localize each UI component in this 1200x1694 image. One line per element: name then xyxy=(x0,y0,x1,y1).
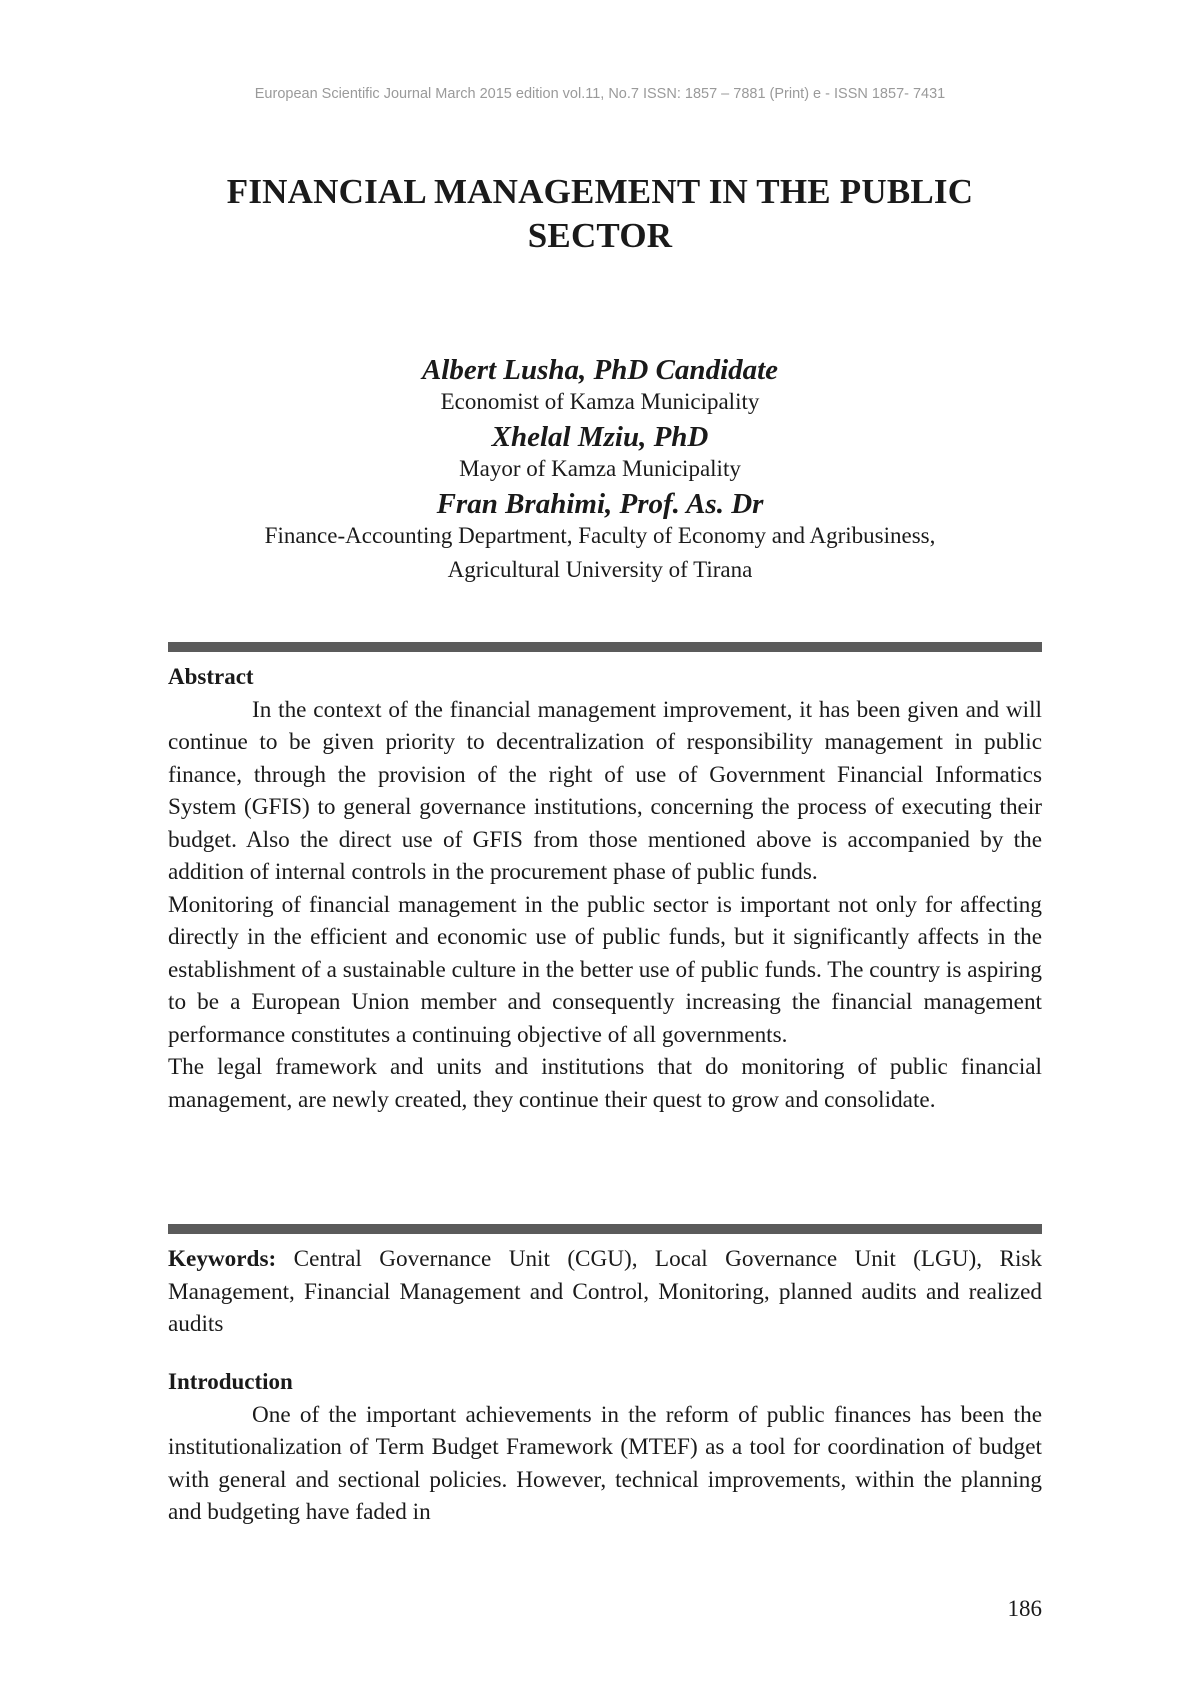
abstract-section xyxy=(168,661,1042,1116)
abstract-paragraph: In the context of the financial management improvement, it has been given and will continue to be given priority to decentralization of responsibility management in public finance, through the provision of the right of use of Government Financial Informatics System (GFIS) to general governance institutions, concerning the process of executing their budget. Also the direct use of GFIS from those mentioned above is accompanied by the addition of internal controls in the procurement phase of public funds. xyxy=(168,696,1042,885)
keywords-label: Keywords: xyxy=(168,1246,277,1272)
abstract-paragraph: The legal framework and units and institutions that do monitoring of public financial management, are newly created, they continue their quest to grow and consolidate. xyxy=(168,1054,1042,1113)
keywords-text: Central Governance Unit (CGU), Local Governance Unit (LGU), Risk Management, Financial Management and Control, Monitoring, planned audits and realized audits xyxy=(168,1246,1043,1337)
abstract-paragraph: Monitoring of financial management in the public sector is important not only for affecting directly in the efficient and economic use of public funds, but it significantly affects in the establishment of a sustainable culture in the better use of public funds. The country is aspiring to be a European Union member and consequently increasing the financial management performance constitutes a continuing objective of all governments. xyxy=(168,891,1042,1048)
author-name: Albert Lusha, PhD Candidate xyxy=(421,354,779,386)
author-affiliation: Mayor of Kamza Municipality xyxy=(459,456,741,481)
author-affiliation: Agricultural University of Tirana xyxy=(447,557,753,582)
author-block xyxy=(150,352,1050,587)
abstract-heading: Abstract xyxy=(168,664,254,689)
introduction-heading: Introduction xyxy=(168,1369,293,1394)
author-name: Fran Brahimi, Prof. As. Dr xyxy=(436,488,764,520)
paper-title xyxy=(150,170,1050,258)
abstract-bottom-rule xyxy=(168,1224,1042,1234)
title-line-2: SECTOR xyxy=(527,216,673,255)
title-line-1: FINANCIAL MANAGEMENT IN THE PUBLIC xyxy=(226,172,974,211)
keywords-section xyxy=(168,1243,1042,1341)
author-affiliation: Finance-Accounting Department, Faculty of Economy and Agribusiness, xyxy=(264,523,936,548)
journal-header: European Scientific Journal March 2015 edition vol.11, No.7 ISSN: 1857 – 7881 (Print) e - ISSN 1857- 7431 xyxy=(254,86,946,102)
page-number: 186 xyxy=(1007,1596,1042,1621)
introduction-paragraph: One of the important achievements in the reform of public finances has been the institutionalization of Term Budget Framework (MTEF) as a tool for coordination of budget with general and sectional policies. However, technical improvements, within the planning and budgeting have faded in xyxy=(168,1401,1042,1525)
introduction-section xyxy=(168,1366,1042,1529)
author-name: Xhelal Mziu, PhD xyxy=(491,421,709,453)
abstract-top-rule xyxy=(168,642,1042,652)
author-affiliation: Economist of Kamza Municipality xyxy=(440,389,760,414)
